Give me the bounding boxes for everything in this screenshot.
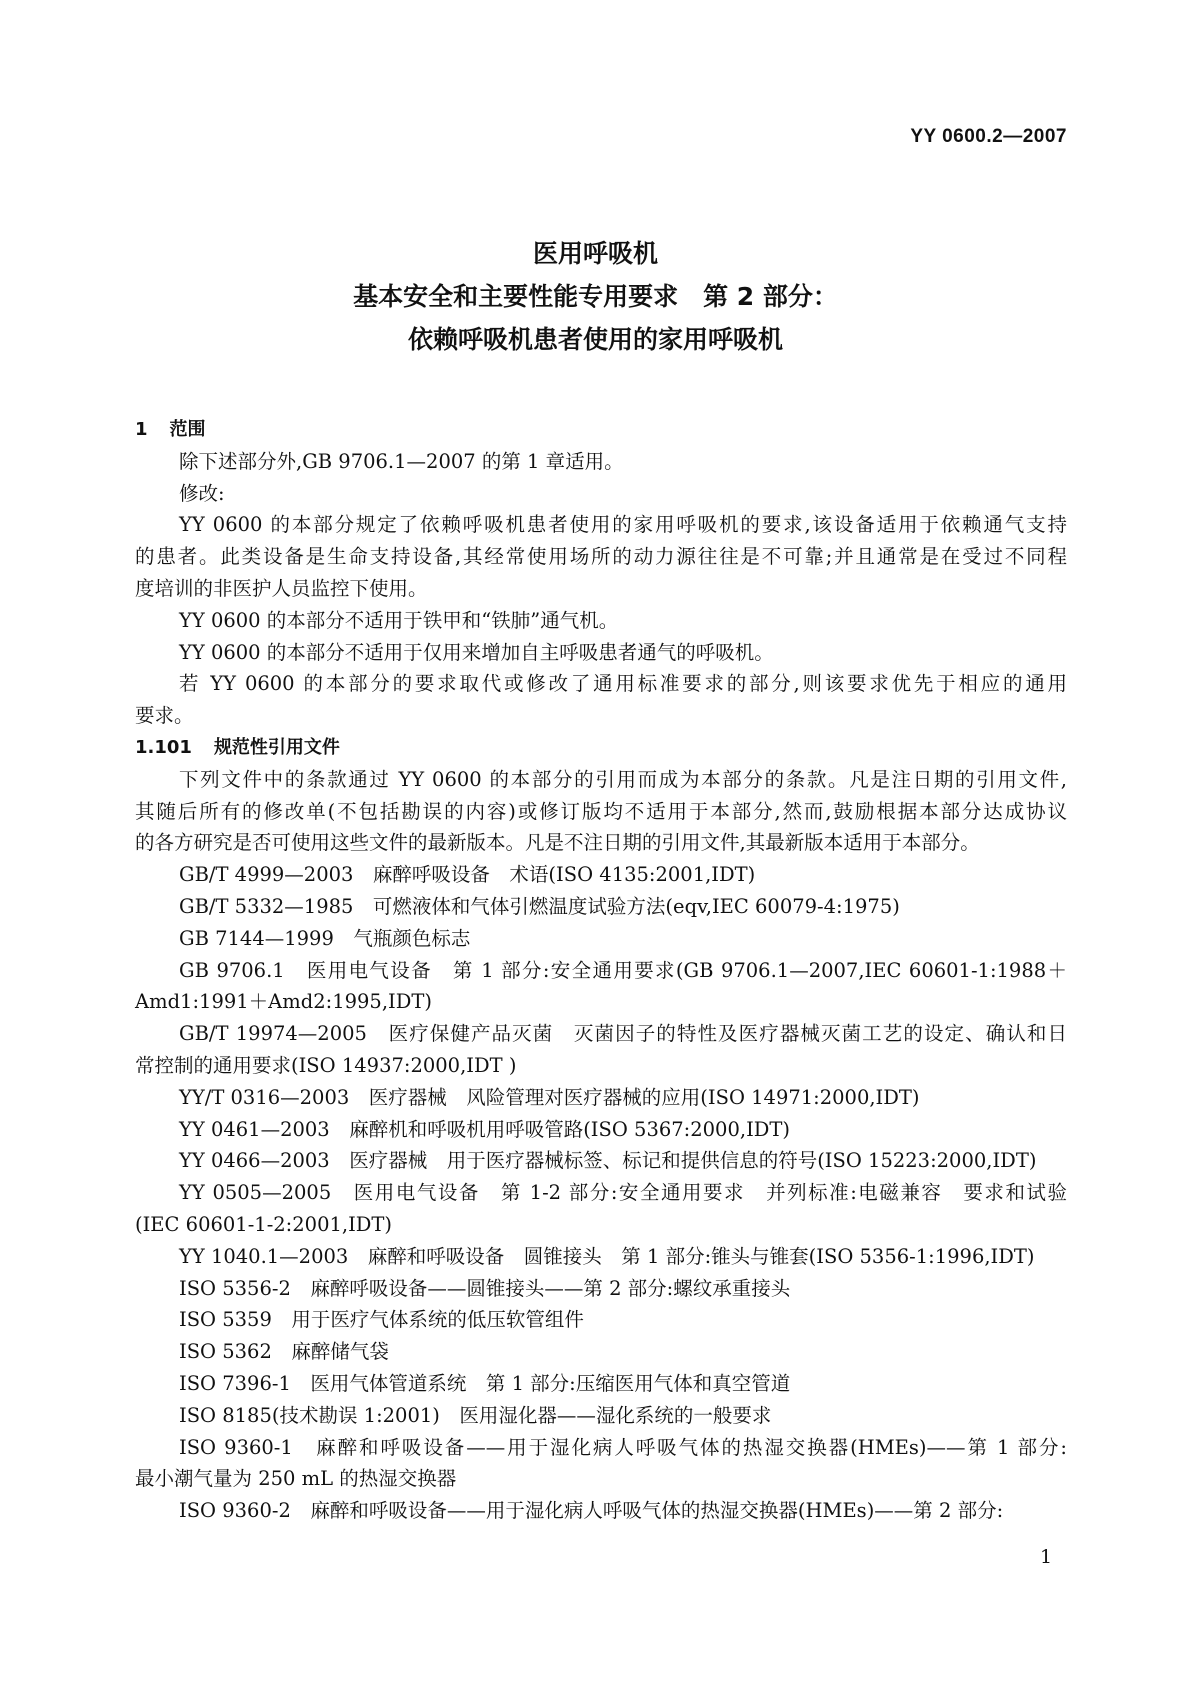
text-line: 度培训的非医护人员监控下使用。: [135, 576, 428, 600]
paragraph: [135, 1082, 1067, 1114]
paragraph: [135, 891, 1067, 923]
section-1-101-content: [135, 764, 1067, 1527]
page-number: 1: [1040, 1546, 1053, 1568]
text-line: YY 0466—2003 医疗器械 用于医疗器械标签、标记和提供信息的符号(ISO 15223:2000,IDT): [179, 1149, 1037, 1173]
paragraph: [135, 478, 1067, 510]
paragraph: [135, 509, 1067, 604]
text-line: ISO 9360-1 麻醉和呼吸设备——用于湿化病人呼吸气体的热湿交换器(HMEs)——第 1 部分:: [179, 1435, 1067, 1459]
text-line: YY 0600 的本部分规定了依赖呼吸机患者使用的家用呼吸机的要求,该设备适用于依赖通气支持: [179, 513, 1067, 537]
text-line: 要求。: [135, 704, 194, 728]
section-heading-1-101: [135, 732, 1067, 764]
title-line: 医用呼吸机: [532, 239, 658, 268]
paragraph: [135, 1177, 1067, 1241]
text-line: 的各方研究是否可使用这些文件的最新版本。凡是不注日期的引用文件,其最新版本适用于本部分。: [135, 831, 980, 855]
section-title: 范围: [169, 419, 206, 440]
document-body: [135, 414, 1067, 1527]
text-line: 除下述部分外,GB 9706.1—2007 的第 1 章适用。: [179, 449, 624, 473]
text-line: ISO 5356-2 麻醉呼吸设备——圆锥接头——第 2 部分:螺纹承重接头: [179, 1276, 791, 1300]
text-line: 下列文件中的条款通过 YY 0600 的本部分的引用而成为本部分的条款。凡是注日期的引用文件,: [179, 767, 1067, 791]
paragraph: [135, 1336, 1067, 1368]
text-line: YY 0600 的本部分不适用于铁甲和“铁肺”通气机。: [179, 608, 619, 632]
paragraph: [135, 1145, 1067, 1177]
text-line: 的患者。此类设备是生命支持设备,其经常使用场所的动力源往往是不可靠;并且通常是在受过不同程: [135, 545, 1067, 569]
text-line: GB/T 19974—2005 医疗保健产品灭菌 灭菌因子的特性及医疗器械灭菌工艺的设定、确认和日: [179, 1022, 1067, 1046]
paragraph: [135, 1432, 1067, 1496]
paragraph: [135, 955, 1067, 1019]
text-line: YY 0600 的本部分不适用于仅用来增加自主呼吸患者通气的呼吸机。: [179, 640, 774, 664]
paragraph: [135, 668, 1067, 732]
paragraph: [135, 605, 1067, 637]
paragraph: [135, 1114, 1067, 1146]
text-line: YY 1040.1—2003 麻醉和呼吸设备 圆锥接头 第 1 部分:锥头与锥套(ISO 5356-1:1996,IDT): [179, 1244, 1035, 1268]
section-number: 1.101: [135, 736, 192, 758]
text-line: 修改:: [179, 481, 225, 505]
text-line: 常控制的通用要求(ISO 14937:2000,IDT ): [135, 1053, 517, 1077]
paragraph: [135, 923, 1067, 955]
section-heading-1: [135, 414, 1067, 446]
section-number: 1: [135, 419, 148, 440]
paragraph: [135, 446, 1067, 478]
text-line: ISO 8185(技术勘误 1:2001) 医用湿化器——湿化系统的一般要求: [179, 1403, 772, 1427]
paragraph: [135, 764, 1067, 859]
paragraph: [135, 637, 1067, 669]
paragraph: [135, 1368, 1067, 1400]
text-line: ISO 5362 麻醉储气袋: [179, 1340, 389, 1364]
text-line: YY 0461—2003 麻醉机和呼吸机用呼吸管路(ISO 5367:2000,IDT): [179, 1117, 791, 1141]
paragraph: [135, 1400, 1067, 1432]
title-line: 依赖呼吸机患者使用的家用呼吸机: [407, 325, 783, 354]
paragraph: [135, 859, 1067, 891]
text-line: GB 9706.1 医用电气设备 第 1 部分:安全通用要求(GB 9706.1—2007,IEC 60601-1:1988＋: [179, 958, 1067, 982]
paragraph: [135, 1241, 1067, 1273]
title-line: 基本安全和主要性能专用要求 第 2 部分：: [353, 282, 838, 311]
section-1-content: [135, 446, 1067, 732]
text-line: GB 7144—1999 气瓶颜色标志: [179, 926, 471, 950]
paragraph: [135, 1018, 1067, 1082]
text-line: YY 0505—2005 医用电气设备 第 1-2 部分:安全通用要求 并列标准:电磁兼容 要求和试验: [179, 1181, 1067, 1205]
text-line: Amd1:1991＋Amd2:1995,IDT): [135, 990, 432, 1014]
text-line: ISO 5359 用于医疗气体系统的低压软管组件: [179, 1308, 584, 1332]
text-line: GB/T 4999—2003 麻醉呼吸设备 术语(ISO 4135:2001,IDT): [179, 863, 756, 887]
text-line: 若 YY 0600 的本部分的要求取代或修改了通用标准要求的部分,则该要求优先于相应的通用: [179, 672, 1067, 696]
section-title: 规范性引用文件: [213, 736, 340, 758]
paragraph: [135, 1304, 1067, 1336]
paragraph: [135, 1273, 1067, 1305]
text-line: 最小潮气量为 250 mL 的热湿交换器: [135, 1467, 457, 1491]
text-line: ISO 7396-1 医用气体管道系统 第 1 部分:压缩医用气体和真空管道: [179, 1371, 791, 1395]
document-title: [0, 232, 1191, 361]
text-line: ISO 9360-2 麻醉和呼吸设备——用于湿化病人呼吸气体的热湿交换器(HMEs)——第 2 部分:: [179, 1499, 1004, 1523]
text-line: (IEC 60601-1-2:2001,IDT): [135, 1212, 393, 1236]
text-line: GB/T 5332—1985 可燃液体和气体引燃温度试验方法(eqv,IEC 60079-4:1975): [179, 894, 900, 918]
text-line: YY/T 0316—2003 医疗器械 风险管理对医疗器械的应用(ISO 14971:2000,IDT): [179, 1085, 920, 1109]
paragraph: [135, 1495, 1067, 1527]
text-line: 其随后所有的修改单(不包括勘误的内容)或修订版均不适用于本部分,然而,鼓励根据本部分达成协议: [135, 799, 1067, 823]
standard-number: YY 0600.2—2007: [910, 126, 1067, 147]
